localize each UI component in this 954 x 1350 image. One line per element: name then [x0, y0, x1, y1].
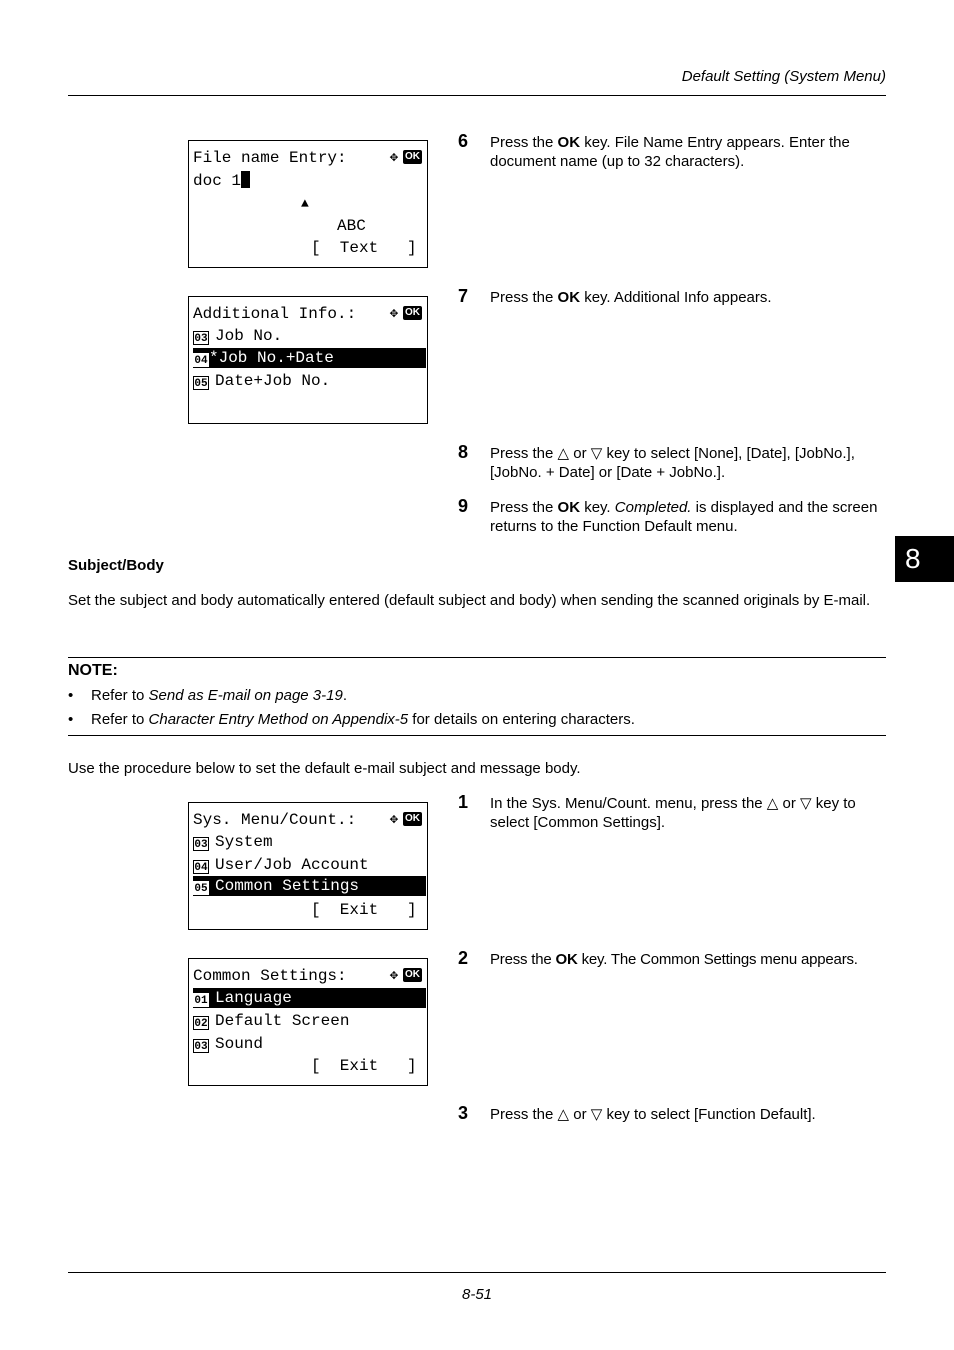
item-number-badge: 02	[194, 1018, 208, 1030]
note-heading: NOTE:	[68, 662, 118, 679]
note-item: • Refer to Character Entry Method on Appendix-5 for details on entering characters.	[68, 711, 635, 728]
lcd-input-mode: ABC	[337, 217, 366, 235]
four-way-arrow-icon: ✥	[389, 150, 399, 166]
step-number: 7	[458, 286, 469, 306]
lcd-menu-item: 04 User/Job Account	[194, 856, 369, 874]
lcd-menu-item-label: *Job No.+Date	[209, 349, 334, 367]
lcd-nav-indicator	[386, 150, 424, 166]
note-bottom-rule	[68, 735, 886, 736]
section-intro: Set the subject and body automatically entered (default subject and body) when sending the scanned originals by E-mail.	[68, 592, 871, 609]
step-number: 6	[458, 131, 469, 151]
item-number-badge: 04	[194, 862, 208, 874]
lcd-nav-indicator	[386, 306, 424, 322]
four-way-arrow-icon: ✥	[389, 968, 399, 984]
step-number: 8	[458, 442, 469, 462]
step-number: 1	[458, 792, 469, 812]
item-number-badge: 03	[194, 839, 208, 851]
lcd-menu-item-label: Date+Job No.	[215, 372, 331, 390]
lcd-softkey-text: [ Text ]	[311, 239, 417, 257]
lcd-input-line	[193, 171, 427, 191]
note-item: • Refer to Send as E-mail on page 3-19.	[68, 687, 347, 704]
chapter-tab: 8	[895, 536, 954, 582]
ok-key-icon: OK	[405, 969, 420, 980]
lcd-menu-item	[193, 371, 427, 391]
lcd-common-settings	[188, 958, 428, 1086]
step-number: 3	[458, 1103, 469, 1123]
item-number-badge: 01	[194, 995, 208, 1007]
lcd-softkey-exit: [ Exit ]	[311, 901, 417, 919]
step-text: Press the △ or ▽ key to select [None], [Date], [JobNo.], [JobNo. + Date] or [Date + JobNo.].	[490, 445, 855, 481]
lcd-title: Sys. Menu/Count.:	[193, 811, 357, 829]
lcd-sys-menu	[188, 802, 428, 930]
item-number-badge: 05	[194, 378, 208, 390]
step-text: Press the OK key. File Name Entry appears. Enter the document name (up to 32 characters).	[490, 134, 850, 170]
step-text: Press the △ or ▽ key to select [Function Default].	[490, 1106, 816, 1123]
ok-key-icon: OK	[405, 151, 420, 162]
item-number-badge: 04	[194, 355, 208, 367]
four-way-arrow-icon: ✥	[389, 812, 399, 828]
lcd-menu-item	[193, 326, 427, 346]
step-text: Press the OK key. Completed. is displayed and the screen returns to the Function Default menu.	[490, 499, 878, 535]
lcd-softkey-exit: [ Exit ]	[311, 1057, 417, 1075]
ok-key-icon: OK	[405, 307, 420, 318]
item-number-badge: 03	[194, 1041, 208, 1053]
lcd-file-name-entry	[188, 140, 428, 268]
lcd-menu-item-selected: 01 Language	[193, 988, 426, 1008]
lcd-nav-indicator	[386, 968, 424, 984]
lcd-menu-item-label: Job No.	[215, 327, 283, 345]
step-number: 9	[458, 496, 469, 516]
note-top-rule	[68, 657, 886, 658]
section-heading: Subject/Body	[68, 557, 164, 574]
lcd-menu-item: 03 Sound	[194, 1035, 264, 1053]
lcd-title: Additional Info.:	[193, 305, 357, 323]
text-cursor	[241, 171, 250, 188]
lcd-additional-info	[188, 296, 428, 424]
lcd-title: Common Settings:	[193, 967, 347, 985]
lcd-title: File name Entry:	[193, 149, 347, 167]
footer-rule	[68, 1272, 886, 1273]
lcd-menu-item: 02 Default Screen	[194, 1012, 350, 1030]
lcd-menu-item: 03 System	[194, 833, 273, 851]
ok-key-icon: OK	[405, 813, 420, 824]
page-header-title: Default Setting (System Menu)	[681, 68, 886, 85]
step-number: 2	[458, 948, 469, 968]
step-text: In the Sys. Menu/Count. menu, press the △ or ▽ key to select [Common Settings].	[490, 795, 856, 831]
lcd-input-value: doc 1	[193, 172, 242, 190]
procedure-intro: Use the procedure below to set the default e-mail subject and message body.	[68, 760, 581, 777]
four-way-arrow-icon: ✥	[389, 306, 399, 322]
step-text: Press the OK key. The Common Settings menu appears.	[490, 951, 858, 968]
item-number-badge: 03	[194, 333, 208, 345]
lcd-menu-item-selected: 05 Common Settings	[193, 876, 426, 896]
item-number-badge: 05	[194, 883, 208, 895]
step-text: Press the OK key. Additional Info appears.	[490, 289, 772, 306]
page-number: 8-51	[461, 1286, 493, 1303]
header-rule	[68, 95, 886, 96]
lcd-nav-indicator	[386, 812, 424, 828]
caret-indicator-icon: ▲	[301, 196, 309, 211]
lcd-menu-item-selected	[193, 348, 426, 368]
